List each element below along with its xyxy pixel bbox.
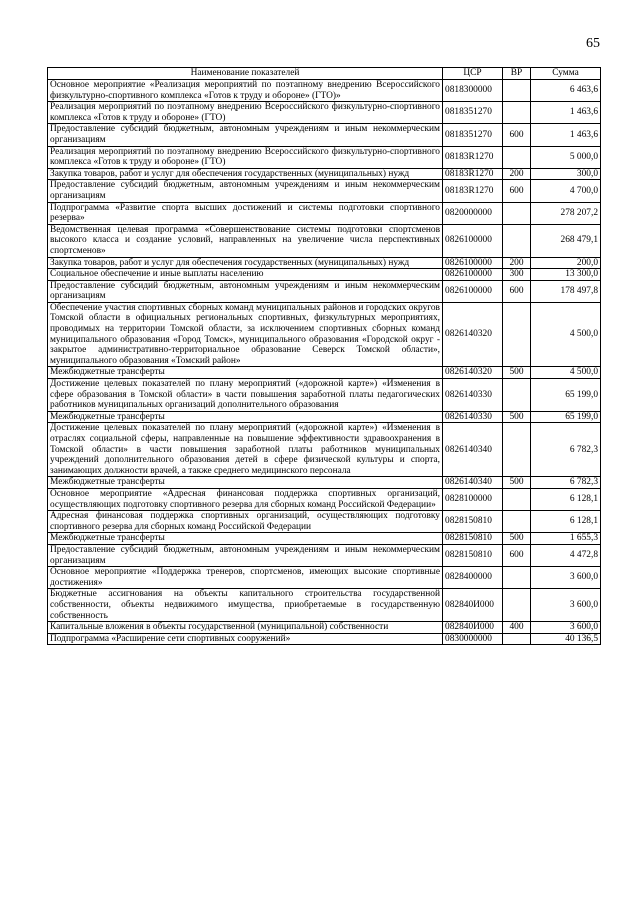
cell-name: Основное мероприятие «Поддержка тренеров, спортсменов, имеющих высокие спортивные достижения» (48, 567, 443, 589)
cell-code: 0830000000 (443, 633, 503, 645)
table-row (48, 146, 601, 168)
cell-sum: 5 000,0 (531, 146, 601, 168)
cell-vr (503, 511, 531, 533)
cell-vr (503, 423, 531, 477)
table-row (48, 180, 601, 202)
cell-vr (503, 488, 531, 510)
table-row (48, 379, 601, 412)
cell-code: 0826100000 (443, 269, 503, 281)
cell-code: 0818351270 (443, 124, 503, 146)
cell-name: Основное мероприятие «Адресная финансовая поддержка спортивных организаций, осуществляющих подготовку спортивного резерва для сборных команд Российской Федерации» (48, 488, 443, 510)
cell-vr: 200 (503, 168, 531, 180)
table-row (48, 280, 601, 302)
cell-name: Ведомственная целевая программа «Совершенствование системы подготовки спортсменов высокого класса и создание условий, направленных на увеличение числа перспективных спортсменов» (48, 224, 443, 257)
cell-code: 0826140340 (443, 477, 503, 489)
cell-sum: 6 782,3 (531, 423, 601, 477)
table-row (48, 102, 601, 124)
cell-vr (503, 80, 531, 102)
cell-sum: 65 199,0 (531, 379, 601, 412)
cell-code: 082840И000 (443, 622, 503, 634)
cell-code: 0828400000 (443, 567, 503, 589)
table-row (48, 488, 601, 510)
table-row (48, 202, 601, 224)
cell-sum: 6 463,6 (531, 80, 601, 102)
table-row (48, 168, 601, 180)
table-row (48, 411, 601, 423)
cell-sum: 3 600,0 (531, 589, 601, 622)
cell-code: 08183R1270 (443, 180, 503, 202)
cell-sum: 3 600,0 (531, 567, 601, 589)
table-row (48, 589, 601, 622)
table-row (48, 622, 601, 634)
cell-vr (503, 633, 531, 645)
cell-vr (503, 102, 531, 124)
cell-vr (503, 379, 531, 412)
cell-name: Основное мероприятие «Реализация мероприятий по поэтапному внедрению Всероссийского физкультурно-спортивного комплекса «Готов к труду и обороне» (ГТО)» (48, 80, 443, 102)
cell-code: 0826140330 (443, 411, 503, 423)
cell-code: 0826100000 (443, 257, 503, 269)
table-row (48, 533, 601, 545)
cell-sum: 200,0 (531, 257, 601, 269)
table-row (48, 269, 601, 281)
table-row (48, 567, 601, 589)
cell-name: Предоставление субсидий бюджетным, автономным учреждениям и иным некоммерческим организациям (48, 544, 443, 566)
cell-vr (503, 224, 531, 257)
cell-code: 0828150810 (443, 544, 503, 566)
cell-sum: 13 300,0 (531, 269, 601, 281)
cell-sum: 65 199,0 (531, 411, 601, 423)
cell-code: 0818300000 (443, 80, 503, 102)
cell-vr (503, 146, 531, 168)
cell-code: 0826140320 (443, 302, 503, 367)
cell-sum: 1 463,6 (531, 102, 601, 124)
header-name: Наименование показателей (48, 68, 443, 80)
cell-vr: 500 (503, 411, 531, 423)
cell-sum: 4 500,0 (531, 367, 601, 379)
cell-name: Обеспечение участия спортивных сборных команд муниципальных районов и городских округов Томской области в официальных региональных спортивных, физкультурных мероприятиях, проводимых на территории Томской области, за исключением спортивных сборных команд муниципального образования «Город Томск», муниципального образования «Городской округ - закрытое административно-территориальное образование Северск Томской области», муниципального образования «Томский район» (48, 302, 443, 367)
table-row (48, 423, 601, 477)
cell-sum: 268 479,1 (531, 224, 601, 257)
header-code: ЦСР (443, 68, 503, 80)
cell-sum: 4 700,0 (531, 180, 601, 202)
cell-name: Предоставление субсидий бюджетным, автономным учреждениям и иным некоммерческим организациям (48, 180, 443, 202)
cell-sum: 6 782,3 (531, 477, 601, 489)
cell-sum: 1 463,6 (531, 124, 601, 146)
cell-code: 082840И000 (443, 589, 503, 622)
cell-name: Бюджетные ассигнования на объекты капитального строительства государственной собственности, объекты недвижимого имущества, приобретаемые в государственную собственность (48, 589, 443, 622)
page-number: 65 (586, 36, 600, 51)
cell-vr (503, 567, 531, 589)
cell-vr: 300 (503, 269, 531, 281)
budget-table (47, 67, 601, 645)
cell-vr: 600 (503, 180, 531, 202)
table-row (48, 367, 601, 379)
cell-sum: 6 128,1 (531, 511, 601, 533)
cell-vr (503, 589, 531, 622)
cell-code: 0826140330 (443, 379, 503, 412)
cell-name: Закупка товаров, работ и услуг для обеспечения государственных (муниципальных) нужд (48, 257, 443, 269)
table-row (48, 544, 601, 566)
cell-vr (503, 202, 531, 224)
cell-name: Предоставление субсидий бюджетным, автономным учреждениям и иным некоммерческим организациям (48, 124, 443, 146)
cell-sum: 1 655,3 (531, 533, 601, 545)
cell-code: 08183R1270 (443, 146, 503, 168)
cell-code: 0828150810 (443, 511, 503, 533)
cell-sum: 6 128,1 (531, 488, 601, 510)
cell-name: Достижение целевых показателей по плану мероприятий («дорожной карте») «Изменения в отраслях социальной сферы, направленные на повышение эффективности здравоохранения в Томской области» в части повышения заработной платы работников муниципальных учреждений дополнительного образования детей в сфере физической культуры и спорта, занимающих должности врачей, а также среднего медицинского персонала (48, 423, 443, 477)
cell-code: 0828100000 (443, 488, 503, 510)
table-row (48, 511, 601, 533)
cell-code: 0826140340 (443, 423, 503, 477)
cell-vr: 600 (503, 544, 531, 566)
table-row (48, 224, 601, 257)
cell-vr: 200 (503, 257, 531, 269)
cell-code: 0828150810 (443, 533, 503, 545)
cell-sum: 300,0 (531, 168, 601, 180)
cell-name: Межбюджетные трансферты (48, 477, 443, 489)
cell-name: Межбюджетные трансферты (48, 411, 443, 423)
cell-sum: 278 207,2 (531, 202, 601, 224)
cell-name: Подпрограмма «Расширение сети спортивных сооружений» (48, 633, 443, 645)
cell-name: Закупка товаров, работ и услуг для обеспечения государственных (муниципальных) нужд (48, 168, 443, 180)
table-row (48, 124, 601, 146)
cell-vr: 500 (503, 367, 531, 379)
cell-vr: 400 (503, 622, 531, 634)
cell-code: 08183R1270 (443, 168, 503, 180)
cell-vr (503, 302, 531, 367)
cell-vr: 600 (503, 280, 531, 302)
cell-vr: 500 (503, 477, 531, 489)
table-row (48, 257, 601, 269)
table-row (48, 477, 601, 489)
cell-code: 0826140320 (443, 367, 503, 379)
cell-name: Предоставление субсидий бюджетным, автономным учреждениям и иным некоммерческим организациям (48, 280, 443, 302)
table-row (48, 302, 601, 367)
table-row (48, 80, 601, 102)
header-vr: ВР (503, 68, 531, 80)
cell-name: Достижение целевых показателей по плану мероприятий («дорожной карте») «Изменения в сфере образования в Томской области» в части повышения заработной платы педагогических работников муниципальных организаций дополнительного образования (48, 379, 443, 412)
header-sum: Сумма (531, 68, 601, 80)
cell-sum: 4 472,8 (531, 544, 601, 566)
cell-code: 0826100000 (443, 224, 503, 257)
cell-code: 0826100000 (443, 280, 503, 302)
cell-name: Подпрограмма «Развитие спорта высших достижений и системы подготовки спортивного резерва» (48, 202, 443, 224)
cell-name: Межбюджетные трансферты (48, 367, 443, 379)
cell-sum: 40 136,5 (531, 633, 601, 645)
cell-name: Межбюджетные трансферты (48, 533, 443, 545)
cell-sum: 178 497,8 (531, 280, 601, 302)
table-row (48, 633, 601, 645)
cell-name: Адресная финансовая поддержка спортивных организаций, осуществляющих подготовку спортивного резерва для сборных команд Российской Федерации (48, 511, 443, 533)
cell-code: 0820000000 (443, 202, 503, 224)
cell-name: Реализация мероприятий по поэтапному внедрению Всероссийского физкультурно-спортивного комплекса «Готов к труду и обороне» (ГТО) (48, 102, 443, 124)
cell-vr: 500 (503, 533, 531, 545)
cell-code: 0818351270 (443, 102, 503, 124)
cell-name: Социальное обеспечение и иные выплаты населению (48, 269, 443, 281)
cell-sum: 4 500,0 (531, 302, 601, 367)
cell-vr: 600 (503, 124, 531, 146)
table-header-row (48, 68, 601, 80)
table-body (48, 80, 601, 645)
cell-sum: 3 600,0 (531, 622, 601, 634)
cell-name: Капитальные вложения в объекты государственной (муниципальной) собственности (48, 622, 443, 634)
cell-name: Реализация мероприятий по поэтапному внедрению Всероссийского физкультурно-спортивного комплекса «Готов к труду и обороне» (ГТО) (48, 146, 443, 168)
